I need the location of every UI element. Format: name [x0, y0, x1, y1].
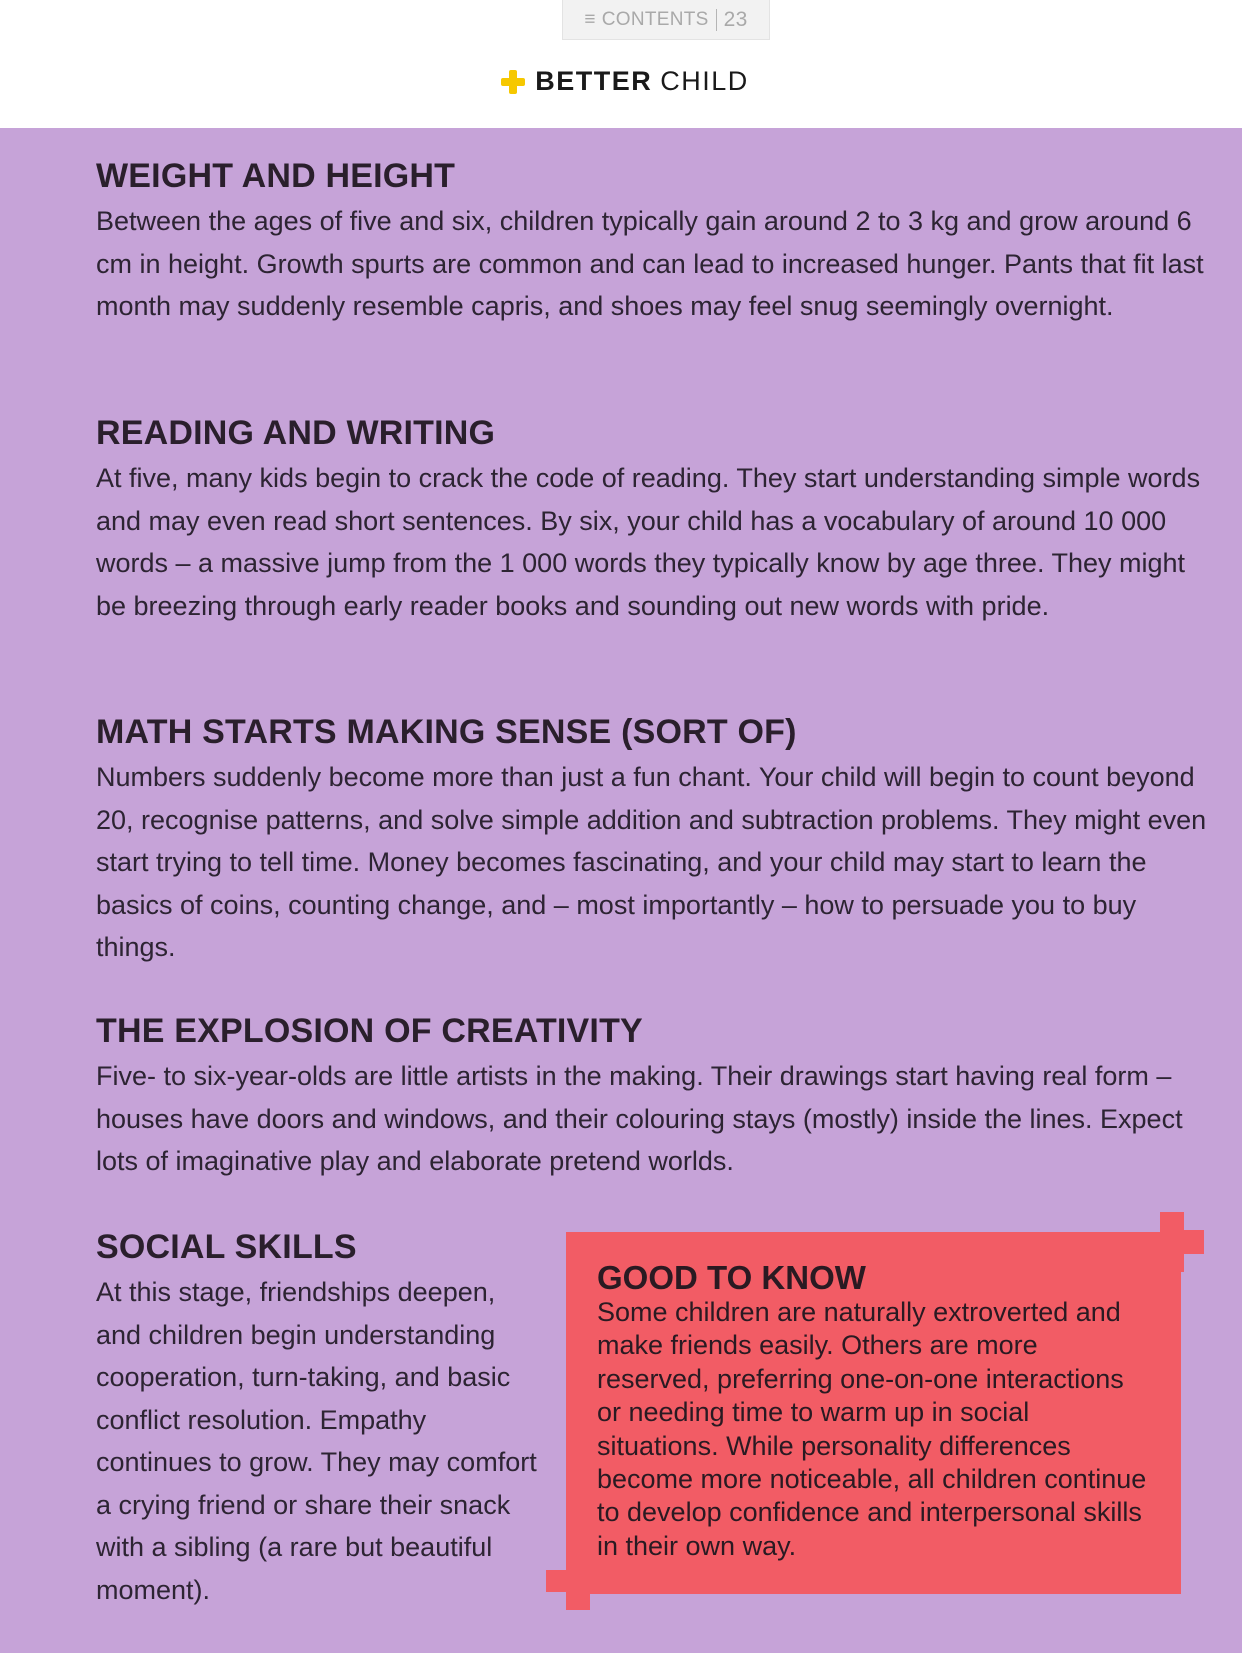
section-heading: READING AND WRITING: [96, 414, 496, 452]
contents-button[interactable]: [562, 0, 770, 40]
section-body: Five- to six-year-olds are little artists in the making. Their drawings start having real form – houses have doors and windows, and their colouring stays (mostly) inside the lines. Expect lots of imaginative play and elaborate pretend worlds.: [96, 1061, 1183, 1176]
contents-label: CONTENTS: [601, 8, 709, 30]
page-number: 23: [723, 7, 748, 31]
callout-heading: GOOD TO KNOW: [597, 1259, 866, 1296]
callout-body: Some children are naturally extroverted and make friends easily. Others are more reserved, preferring one-on-one interactions or needing time to warm up in social situations. While personality differences become more noticeable, all children continue to develop confidence and interpersonal skills in their own way.: [597, 1297, 1147, 1561]
good-to-know-callout: [546, 1212, 1206, 1612]
section-heading: THE EXPLOSION OF CREATIVITY: [96, 1012, 643, 1050]
section-body: At this stage, friendships deepen, and children begin understanding cooperation, turn-taking, and basic conflict resolution. Empathy continues to grow. They may comfort a crying friend or share their snack with a sibling (a rare but beautiful moment).: [96, 1277, 537, 1605]
section-body: At five, many kids begin to crack the code of reading. They start understanding simple words and may even read short sentences. By six, your child has a vocabulary of around 10 000 words – a massive jump from the 1 000 words they typically know by age three. They might be breezing through early reader books and sounding out new words with pride.: [96, 463, 1201, 621]
section-heading: WEIGHT AND HEIGHT: [96, 157, 456, 195]
brand-name-bold: BETTER: [535, 66, 653, 96]
menu-icon: ≡: [584, 8, 596, 30]
section-social-skills: [96, 1227, 546, 1611]
section-body: Between the ages of five and six, children typically gain around 2 to 3 kg and grow around 6 cm in height. Growth spurts are common and can lead to increased hunger. Pants that fit last month may suddenly resemble capris, and shoes may feel snug seemingly overnight.: [96, 206, 1204, 321]
section-heading: MATH STARTS MAKING SENSE (SORT OF): [96, 713, 797, 751]
brand-logo: [0, 66, 1250, 97]
section-heading: SOCIAL SKILLS: [96, 1228, 357, 1266]
section-creativity: [96, 1011, 1216, 1183]
section-reading-and-writing: [96, 413, 1216, 627]
brand-name-light: CHILD: [660, 66, 749, 96]
section-math: [96, 712, 1216, 969]
divider: [716, 9, 717, 31]
plus-icon: [501, 70, 525, 94]
callout-box: [566, 1232, 1181, 1594]
section-weight-and-height: [96, 156, 1216, 328]
section-body: Numbers suddenly become more than just a fun chant. Your child will begin to count beyond 20, recognise patterns, and solve simple addition and subtraction problems. They might even start trying to tell time. Money becomes fascinating, and your child may start to learn the basics of coins, counting change, and – most importantly – how to persuade you to buy things.: [96, 762, 1207, 962]
